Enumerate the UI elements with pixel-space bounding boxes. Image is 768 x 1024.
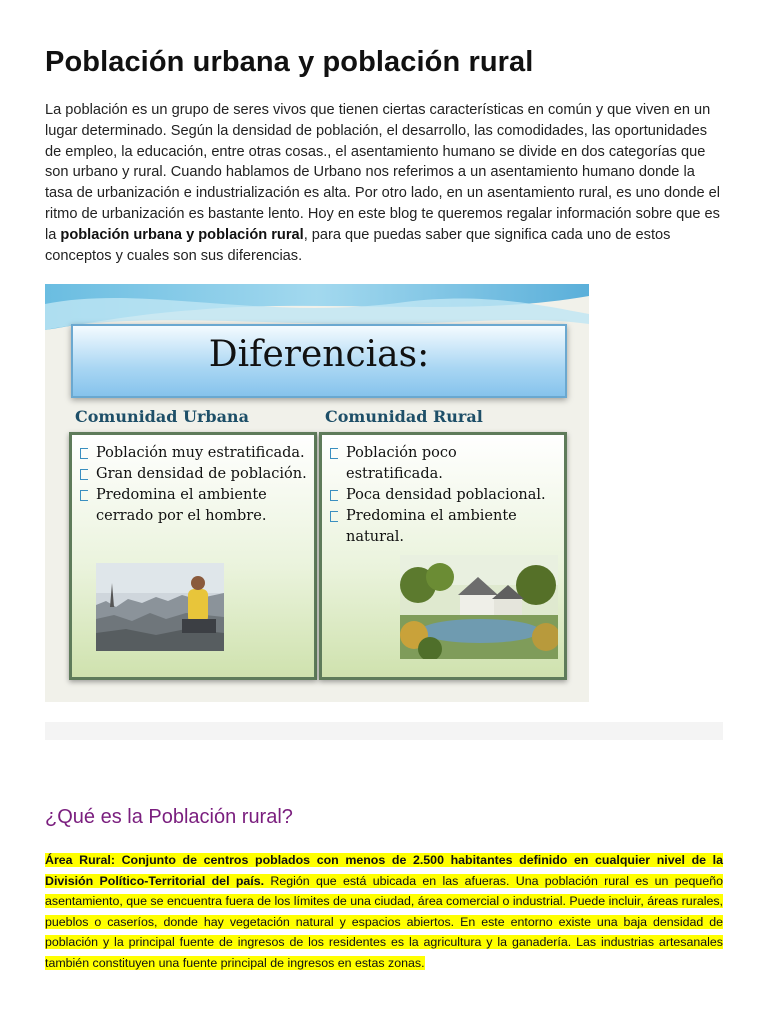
page-title: Población urbana y población rural <box>45 46 534 78</box>
urban-column-title: Comunidad Urbana <box>75 407 249 426</box>
rural-column-title: Comunidad Rural <box>325 407 483 426</box>
rural-definition-paragraph <box>45 850 723 974</box>
urban-panel <box>69 432 317 680</box>
city-photo <box>96 563 224 651</box>
rural-definition-body: Región que está ubicada en las afueras. Una población rural es un pequeño asentamiento, que se encuentra fuera de los límites de una ciudad, área comercial o industrial. Puede incluir, áreas rurales, pueblos o caseríos, donde hay vegetación natural y espacios abiertos. En este entorno existe una baja densidad de población y la principal fuente de ingresos de los residentes es la agricultura y la ganadería. Las industrias artesanales también constituyen una fuente principal de ingresos en estas zonas. <box>45 873 723 970</box>
list-item: Población muy estratificada. <box>78 443 308 464</box>
rural-definition-lead: Área Rural: Conjunto de centros poblados con menos de 2.500 habitantes definido en cualquier nivel de la División Político-Territorial del país. <box>45 853 723 888</box>
differences-infographic <box>45 284 589 702</box>
divider-bar <box>45 722 723 740</box>
list-item: Predomina el ambiente natural. <box>328 506 558 548</box>
list-item: Gran densidad de población. <box>78 464 308 485</box>
intro-text-start: La población es un grupo de seres vivos que tienen ciertas características en común y que viven en un lugar determinado. Según la densidad de población, el desarrollo, las comodidades, las oportunidades de empleo, la educación, entre otras cosas., el asentamiento humano se divide en dos categorías que son urbano y rural. Cuando hablamos de Urbano nos referimos a un asentamiento humano donde la tasa de urbanización e industrialización es alta. Por otro lado, en un asentamiento rural, es uno donde el ritmo de urbanización es bastante lento. Hoy en este blog te queremos regalar información sobre que es la <box>45 102 720 243</box>
section-title: ¿Qué es la Población rural? <box>45 806 293 828</box>
infographic-header-box <box>71 324 567 398</box>
list-item: Población poco estratificada. <box>328 443 558 485</box>
countryside-photo <box>400 555 558 659</box>
square-bullet-icon <box>330 511 338 522</box>
intro-text-end: , para que puedas saber que significa cada uno de estos conceptos y cuales son sus diferencias. <box>45 226 671 264</box>
rural-list <box>322 435 564 548</box>
square-bullet-icon <box>80 469 88 480</box>
square-bullet-icon <box>330 448 338 459</box>
list-item: Predomina el ambiente cerrado por el hombre. <box>78 485 308 527</box>
intro-bold-phrase: población urbana y población rural <box>60 226 304 243</box>
list-item: Poca densidad poblacional. <box>328 485 558 506</box>
infographic-heading: Diferencias: <box>208 334 430 375</box>
square-bullet-icon <box>80 448 88 459</box>
square-bullet-icon <box>80 490 88 501</box>
square-bullet-icon <box>330 490 338 501</box>
urban-list <box>72 435 314 527</box>
intro-paragraph <box>45 100 725 266</box>
rural-panel <box>319 432 567 680</box>
